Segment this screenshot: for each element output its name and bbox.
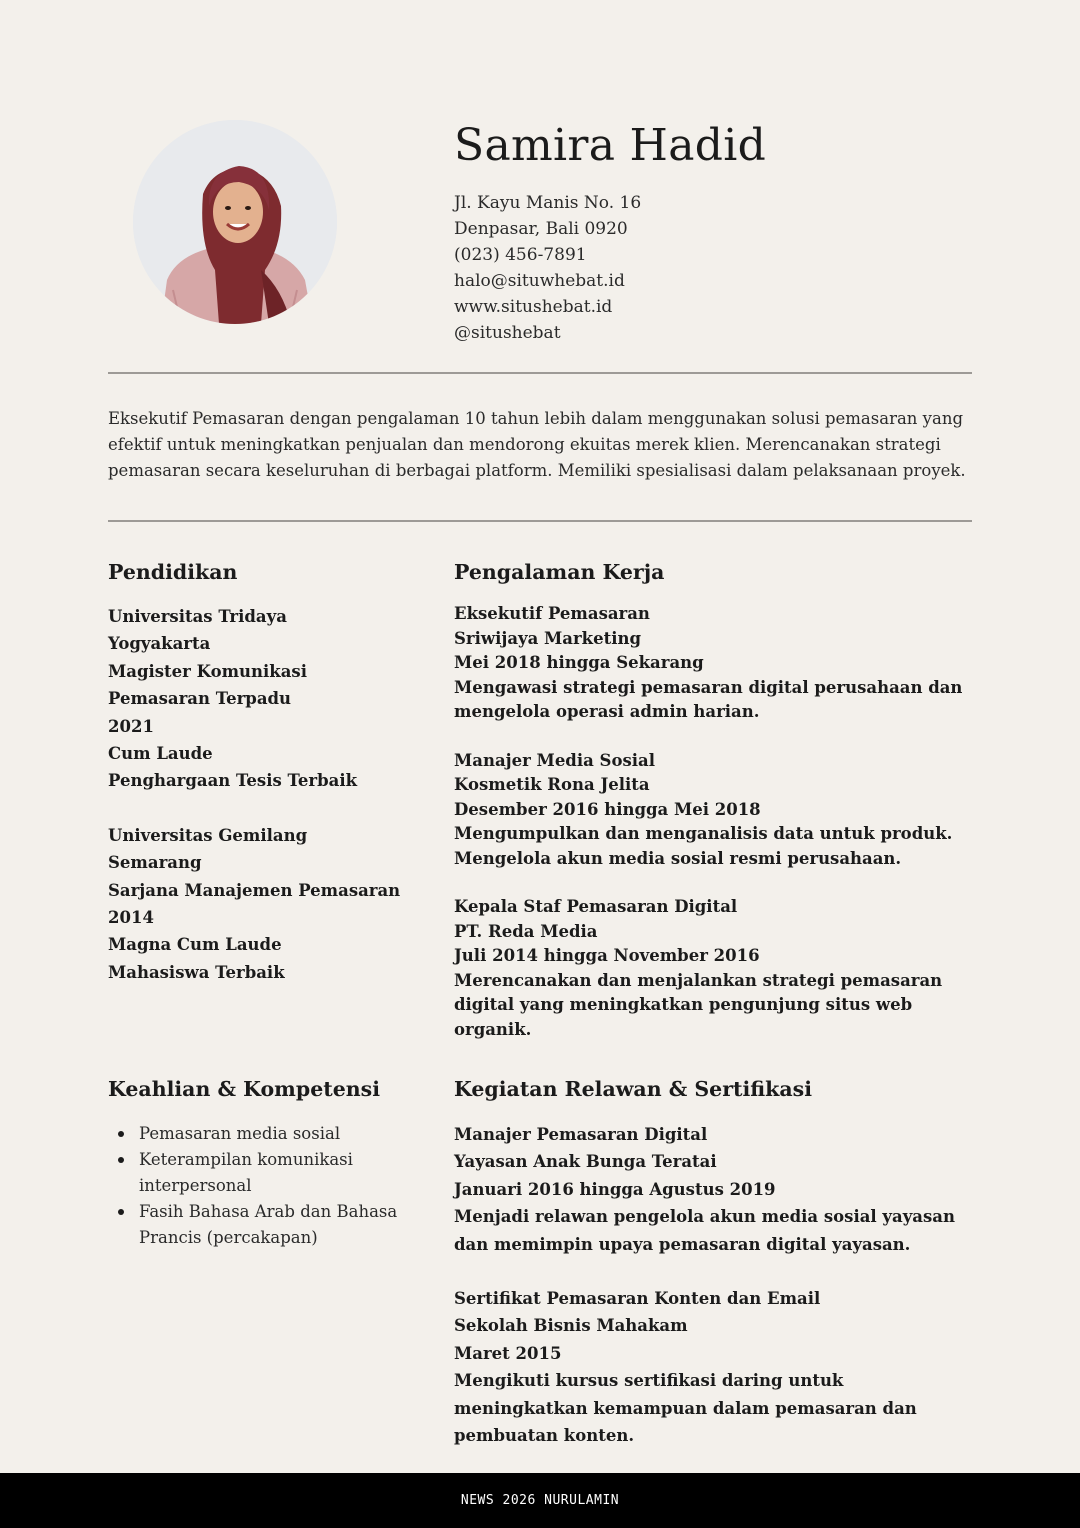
job-period: Juli 2014 hingga November 2016: [454, 946, 760, 965]
volunteer-entry: [454, 1121, 980, 1258]
certification-entry: [454, 1285, 980, 1449]
education-entry: [108, 822, 428, 986]
education-major: Pemasaran Terpadu: [108, 689, 292, 709]
contact-info: [454, 190, 641, 346]
experience-entry: [454, 895, 980, 1042]
profile-photo: [133, 120, 337, 324]
education-entry: [108, 603, 428, 795]
education-award: Mahasiswa Terbaik: [108, 962, 285, 982]
job-description: Mengumpulkan dan menganalisis data untuk produk.: [454, 824, 953, 843]
address-street: Jl. Kayu Manis No. 16: [454, 193, 642, 213]
experience-entry: [454, 602, 980, 725]
section-title-volunteer: Kegiatan Relawan & Sertifikasi: [454, 1077, 812, 1101]
skills-section: [108, 1075, 428, 1251]
divider-top: [108, 372, 972, 374]
certification-title: Sertifikat Pemasaran Konten dan Email: [454, 1289, 821, 1309]
education-honor: Cum Laude: [108, 743, 213, 763]
section-title-education: Pendidikan: [108, 560, 238, 584]
skills-list: [108, 1121, 428, 1251]
job-description: Mengelola akun media sosial resmi perusahaan.: [454, 848, 902, 868]
section-title-skills: Keahlian & Kompetensi: [108, 1077, 380, 1101]
volunteer-period: Januari 2016 hingga Agustus 2019: [454, 1179, 776, 1199]
certification-issuer: Sekolah Bisnis Mahakam: [454, 1316, 688, 1336]
certification-description: Mengikuti kursus sertifikasi daring untuk meningkatkan kemampuan dalam pemasaran dan pembuatan konten.: [454, 1371, 917, 1446]
divider-bottom: [108, 520, 972, 522]
job-title: Kepala Staf Pemasaran Digital: [454, 897, 738, 916]
education-degree: Sarjana Manajemen Pemasaran: [108, 880, 401, 900]
candidate-name: Samira Hadid: [454, 120, 767, 171]
address-city: Denpasar, Bali 0920: [454, 219, 628, 239]
section-title-experience: Pengalaman Kerja: [454, 560, 665, 584]
job-period: Desember 2016 hingga Mei 2018: [454, 799, 761, 819]
skill-item: Pemasaran media sosial: [108, 1121, 409, 1147]
phone-number: (023) 456-7891: [454, 245, 587, 265]
education-award: Penghargaan Tesis Terbaik: [108, 771, 358, 791]
profile-summary: Eksekutif Pemasaran dengan pengalaman 10 tahun lebih dalam menggunakan solusi pemasaran yang efektif untuk meningkatkan penjualan dan mendorong ekuitas merek klien. Merencanakan strategi pemasaran secara keseluruhan di berbagai platform. Memiliki spesialisasi dalam pelaksanaan proyek.: [108, 409, 966, 480]
social-handle: @situshebat: [454, 323, 561, 343]
skill-item: Fasih Bahasa Arab dan Bahasa Prancis (percakapan): [108, 1199, 409, 1251]
job-description: Mengawasi strategi pemasaran digital perusahaan dan mengelola operasi admin harian.: [454, 677, 963, 721]
job-company: Sriwijaya Marketing: [454, 628, 642, 648]
education-section: [108, 558, 428, 986]
job-company: Kosmetik Rona Jelita: [454, 775, 650, 794]
volunteer-role: Manajer Pemasaran Digital: [454, 1125, 708, 1144]
experience-section: [454, 558, 980, 1042]
education-year: 2014: [108, 907, 154, 927]
education-school: Universitas Gemilang: [108, 825, 308, 845]
job-title: Manajer Media Sosial: [454, 750, 655, 770]
email-address: halo@situwhebat.id: [454, 271, 625, 291]
education-year: 2021: [108, 716, 154, 736]
skill-item: Keterampilan komunikasi interpersonal: [108, 1147, 409, 1199]
experience-entry: [454, 749, 980, 872]
footer-watermark: NEWS 2026 NURULAMIN: [0, 1473, 1080, 1528]
education-school: Universitas Tridaya: [108, 607, 287, 626]
job-description: Merencanakan dan menjalankan strategi pemasaran digital yang meningkatkan pengunjung situs web organik.: [454, 970, 943, 1039]
job-period: Mei 2018 hingga Sekarang: [454, 653, 704, 672]
volunteer-organization: Yayasan Anak Bunga Teratai: [454, 1152, 717, 1172]
job-company: PT. Reda Media: [454, 921, 598, 941]
education-city: Yogyakarta: [108, 634, 211, 654]
volunteer-section: [454, 1075, 980, 1449]
volunteer-description: Menjadi relawan pengelola akun media sosial yayasan dan memimpin upaya pemasaran digital yayasan.: [454, 1207, 955, 1254]
education-honor: Magna Cum Laude: [108, 935, 282, 955]
certification-date: Maret 2015: [454, 1343, 562, 1363]
website: www.situshebat.id: [454, 297, 613, 317]
job-title: Eksekutif Pemasaran: [454, 604, 650, 623]
education-city: Semarang: [108, 853, 202, 873]
education-degree: Magister Komunikasi: [108, 661, 307, 681]
